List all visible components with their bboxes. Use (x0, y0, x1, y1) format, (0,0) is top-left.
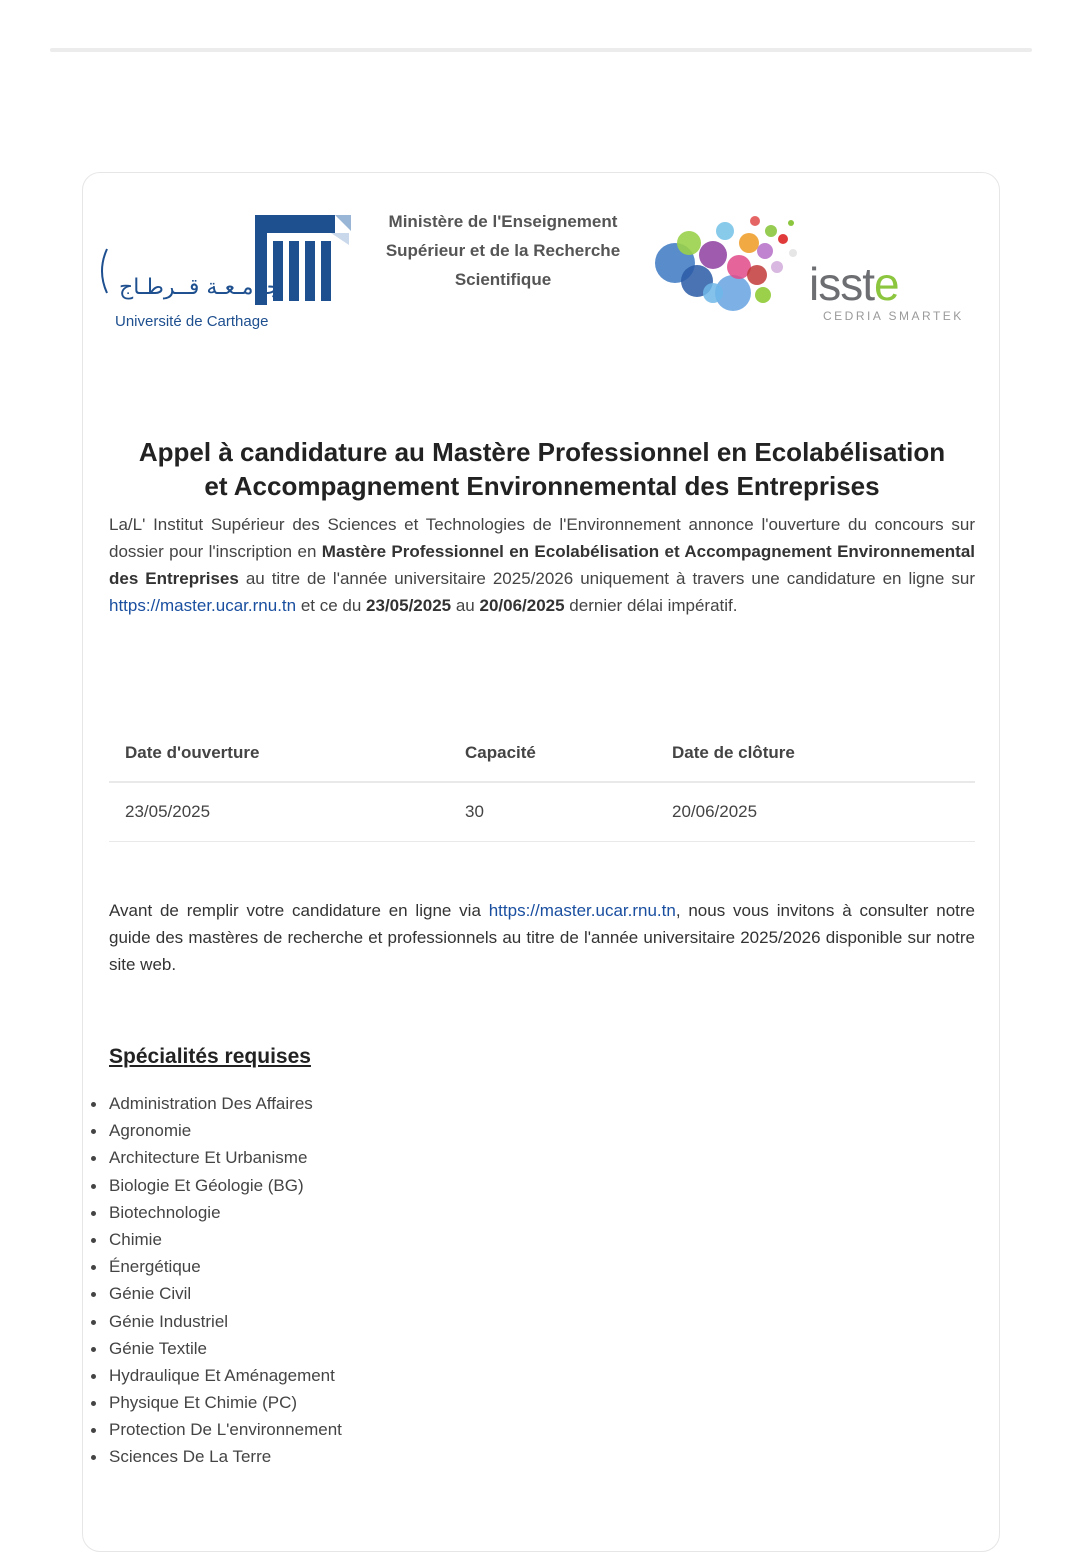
column-header: Capacité (449, 725, 656, 782)
page-title (103, 435, 981, 503)
isste-wordmark (809, 257, 899, 311)
header-logos (83, 173, 1001, 330)
intro-text: dernier délai impératif. (564, 596, 738, 615)
isste-word-accent: e (874, 258, 899, 310)
ucar-french-name: Université de Carthage (115, 313, 269, 330)
intro-text: au (451, 596, 480, 615)
intro-paragraph (109, 511, 975, 619)
list-item: Énergétique (109, 1253, 342, 1280)
table-header-row (109, 725, 975, 782)
table-cell: 20/06/2025 (656, 782, 975, 842)
guide-text: , nous vous invitons à consulter notre guide des mastères de recherche et professionnels au titre de l'année universitaire 2025/2026 disponible sur notre site web. (109, 901, 975, 974)
list-item: Génie Textile (109, 1335, 342, 1362)
list-item: Biologie Et Géologie (BG) (109, 1172, 342, 1199)
intro-text: et ce du (296, 596, 367, 615)
top-divider (50, 48, 1032, 52)
ucar-arabic-name: جـامـعـة قــرطـاج (119, 275, 281, 300)
list-item: Sciences De La Terre (109, 1443, 342, 1470)
list-item: Génie Industriel (109, 1308, 342, 1335)
universite-de-carthage-logo (93, 211, 353, 330)
application-link[interactable]: https://master.ucar.rnu.tn (488, 901, 676, 920)
list-item: Administration Des Affaires (109, 1090, 342, 1117)
column-header: Date de clôture (656, 725, 975, 782)
list-item: Hydraulique Et Aménagement (109, 1362, 342, 1389)
ministry-line: Ministère de l'Enseignement (388, 212, 618, 231)
list-item: Agronomie (109, 1117, 342, 1144)
list-item: Physique Et Chimie (PC) (109, 1389, 342, 1416)
title-line: Appel à candidature au Mastère Professionnel en Ecolabélisation (138, 437, 946, 467)
table-cell: 23/05/2025 (109, 782, 449, 842)
ministry-name (355, 207, 651, 294)
intro-text: La/L' Institut Supérieur des Sciences et Technologies de l'Environnement annonce l'ouverture du concours sur dossier pour l'inscription en (109, 515, 975, 561)
announcement-card (82, 172, 1000, 1552)
list-item: Protection De L'environnement (109, 1416, 342, 1443)
list-item: Génie Civil (109, 1280, 342, 1307)
list-item: Biotechnologie (109, 1199, 342, 1226)
title-line: et Accompagnement Environnemental des Entreprises (204, 471, 880, 501)
dates-table (109, 725, 975, 842)
specialties-heading: Spécialités requises (109, 1045, 311, 1068)
ministry-line: Scientifique (454, 270, 552, 289)
start-date: 23/05/2025 (366, 596, 452, 615)
isste-subtitle: CEDRIA SMARTEK (823, 309, 964, 323)
end-date: 20/06/2025 (479, 596, 565, 615)
list-item: Chimie (109, 1226, 342, 1253)
table-row (109, 782, 975, 842)
isste-word-part: isst (809, 258, 874, 310)
application-link[interactable]: https://master.ucar.rnu.tn (109, 596, 297, 615)
intro-text: au titre de l'année universitaire 2025/2026 uniquement à travers une candidature en ligne sur (238, 569, 975, 588)
guide-paragraph (109, 897, 975, 978)
list-item: Architecture Et Urbanisme (109, 1144, 342, 1171)
table-cell: 30 (449, 782, 656, 842)
program-name: Mastère Professionnel en Ecolabélisation et Accompagnement Environnemental des Entreprises (109, 542, 975, 588)
ministry-line: Supérieur et de la Recherche (385, 241, 621, 260)
column-header: Date d'ouverture (109, 725, 449, 782)
isste-logo (653, 205, 993, 323)
guide-text: Avant de remplir votre candidature en ligne via (109, 901, 489, 920)
brain-dots-icon (653, 205, 813, 317)
specialties-list (109, 1090, 342, 1471)
